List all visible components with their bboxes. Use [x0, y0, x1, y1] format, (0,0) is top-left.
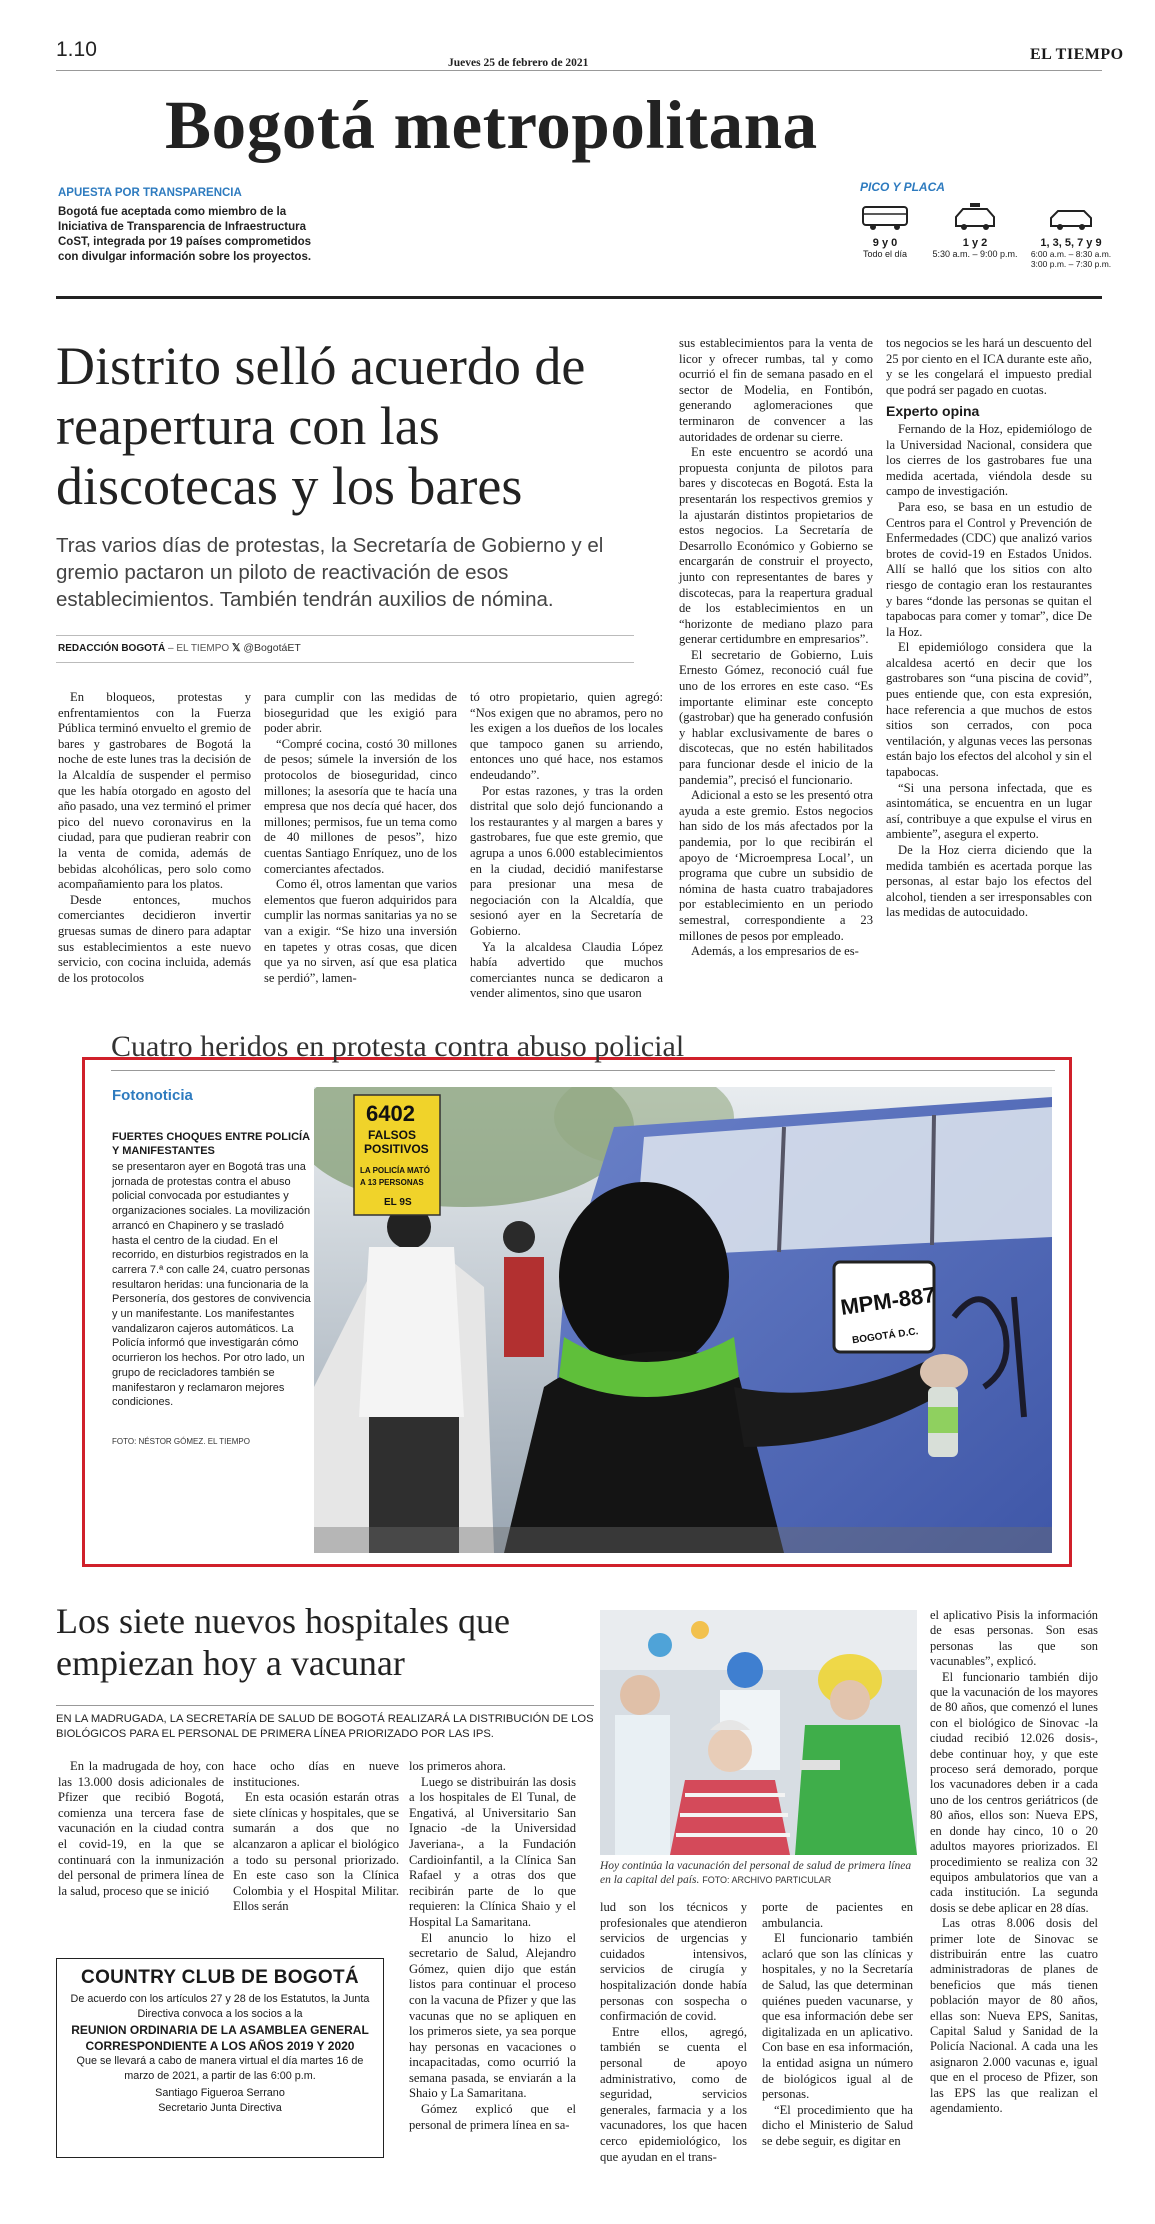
transparency-heading: APUESTA POR TRANSPARENCIA [58, 187, 242, 199]
article2-col5 [762, 1900, 913, 2150]
paragraph: Luego se distribuirán las dosis a los hospitales de El Tunal, de Engativá, al Universitario San Ignacio -de la Universidad Javeriana-, a la Fundación Cardioinfantil, a la Clínica San Rafael y a otras dos que recibirán parte de lo que requieren: la Clínica Shaio y el Hospital La Samaritana. [409, 1774, 576, 1929]
paragraph: Adicional a esto se les presentó otra ayuda a este gremio. Estos negocios han sido de los más afectados por la pandemia, por lo que recibirán el apoyo de ‘Microempresa Local’, un programa que cubre un subsidio de nómina de hasta cuatro trabajadores por establecimiento en un periodo semestral, correspondiente a 23 millones de pesos por empleado. [679, 788, 873, 943]
pico-placa-hours: 5:30 a.m. – 9:00 p.m. [932, 249, 1018, 259]
car-icon [1046, 202, 1096, 232]
notice-bold-line-2: CORRESPONDIENTE A LOS AÑOS 2019 Y 2020 [85, 2039, 355, 2053]
paragraph: Gómez explicó que el personal de primera línea en sa- [409, 2102, 576, 2132]
paragraph: Entre ellos, agregó, también se cuenta el personal de apoyo administrativo, como de seguridad, servicios generales, farmacia y a los vacunadores, los que hacen cerco epidemiológico, los que ayudan en el trans- [600, 2024, 747, 2164]
section-title: Bogotá metropolitana [165, 87, 818, 163]
paragraph: porte de pacientes en ambulancia. [762, 1900, 913, 1930]
sign-line-5: EL 9S [384, 1197, 412, 1208]
caption-credit: FOTO: ARCHIVO PARTICULAR [702, 1875, 832, 1885]
plate-city: BOGOTÁ D.C. [851, 1326, 920, 1347]
paragraph: De la Hoz cierra diciendo que la medida también es acertada porque las personas, al estar bajo los efectos del alcohol, tienden a ser irresponsables con las medidas de autocuidado. [886, 843, 1092, 920]
photo-news-credit: FOTO: NÉSTOR GÓMEZ. EL TIEMPO [112, 1437, 250, 1446]
taxi-icon [950, 202, 1000, 232]
byline-outlet: – EL TIEMPO [168, 643, 230, 654]
issue-date: Jueves 25 de febrero de 2021 [448, 57, 589, 69]
article1-byline [58, 643, 229, 654]
protest-photo [314, 1087, 1052, 1553]
paragraph: El secretario de Gobierno, Luis Ernesto Gómez, reconoció cuál fue uno de los errores en este caso. “Es importante eliminar este concepto (gastrobar) que ha generado confusión y hablar exclusivamente de bares o discotecas, que no estén habilitados para funcionar desde el inicio de la pandemia”, precisó el funcionario. [679, 647, 873, 787]
paragraph: En bloqueos, protestas y enfrentamientos con la Fuerza Pública terminó envuelto el gremio de bares y gastrobares de Bogotá la noche de este lunes tras la decisión de la Alcaldía de suspender el permiso que les había otorgado en agosto del año pasado, una vez terminó el primer pico del nuevo coronavirus en la ciudad, para que pudieran reabrir con la venta de comida, además de bebidas alcohólicas, pero solo como acompañamiento para los platos. [58, 690, 251, 892]
paragraph: “Compré cocina, costó 30 millones de pesos; súmele la inversión de los protocolos de bioseguridad, cinco millones; la asesoría que te hacía una empresa que nos decía qué hacer, dos millones; permisos, fue un tema como de 40 millones de pesos”, hizo cuentas Santiago Enríquez, uno de los comerciantes afectados. [264, 736, 457, 876]
article2-col4 [600, 1900, 747, 2165]
paragraph: hace ocho días en nueve instituciones. [233, 1759, 399, 1789]
vaccination-photo-caption [600, 1859, 917, 1887]
expert-subheading: Experto opina [886, 403, 980, 420]
article2-deck: EN LA MADRUGADA, LA SECRETARÍA DE SALUD DE BOGOTÁ REALIZARÁ LA DISTRIBUCIÓN DE LOS BIOLÓGICOS PARA EL PERSONAL DE PRIMERA LÍNEA PRIORIZADO POR LAS IPS. [56, 1713, 594, 1740]
photo-news-text: se presentaron ayer en Bogotá tras una jornada de protestas contra el abuso policial convocada por estudiantes y organizaciones sociales. La movilización arrancó en Chapinero y se trasladó hasta el centro de la ciudad. En el recorrido, en disturbios registrados en la carrera 7.ª con calle 24, cuatro personas resultaron heridas: una funcionaria de la Personería, dos gestores de convivencia y un manifestante. Los manifestantes vandalizaron cajeros automáticos. La Policía informó que investigarán cómo ocurrieron los hechos. Por otro lado, un grupo de recicladores también se manifestaron y reclamaron mejores condiciones. [112, 1161, 311, 1409]
pico-placa-plates: 1 y 2 [962, 237, 988, 249]
paragraph: tos negocios se les hará un descuento del 25 por ciento en el ICA durante este año, y se les congelará el impuesto predial que podrá ser pagado en cuotas. [886, 336, 1092, 397]
paragraph: El funcionario también dijo que la vacunación de los mayores de 80 años, que comenzó el lunes con el biológico de Sinovac -la ciudad recibió 12.026 dosis-, debe continuar hoy, y que este proceso será demorado, porque los vacunadores deben ir a cada uno de los centros geriátricos (de 80 años, ellos son: Nueva EPS, en donde hay cinco, 10 o 20 adultos mayores priorizados. El procedimiento se realiza con 32 equipos ambulatorios que van a cada institución. La segunda dosis se debe aplicar en 28 días. [930, 1669, 1098, 1915]
notice-intro: De acuerdo con los artículos 27 y 28 de los Estatutos, la Junta Directiva convoca a los socios a la [70, 1993, 370, 2020]
sign-line-1: FALSOS [368, 1128, 417, 1142]
protest-sign [354, 1095, 440, 1215]
sign-line-4: A 13 PERSONAS [360, 1178, 424, 1187]
pico-placa-hours: Todo el día [862, 249, 908, 259]
paragraph: los primeros ahora. [409, 1759, 506, 1773]
article1-headline: Distrito selló acuerdo de reapertura con las discotecas y los bares [56, 336, 586, 516]
notice-title: COUNTRY CLUB DE BOGOTÁ [81, 1967, 359, 1988]
notice-details: Que se llevará a cabo de manera virtual el día martes 16 de marzo de 2021, a partir de las 6:00 p.m. [76, 2055, 364, 2082]
paragraph: Desde entonces, muchos comerciantes decidieron invertir gruesas sumas de dinero para adaptar sus establecimientos a este nuevo servicio, con cocina incluida, además de los protocolos [58, 892, 251, 985]
caption-text: Hoy continúa la vacunación del personal de salud de primera línea en la capital del país. [600, 1860, 912, 1886]
paragraph: tó otro propietario, quien agregó: “Nos exigen que no abramos, pero no les exigen a los dueños de los locales que tampoco ganen su arriendo, entonces uno qué hace, nos estamos endeudando”. [470, 690, 663, 782]
sign-number: 6402 [366, 1101, 415, 1126]
paragraph: Fernando de la Hoz, epidemiólogo de la Universidad Nacional, considera que los cierres de los gastrobares fue una medida acertada, viéndola desde su campo de investigación. [886, 421, 1092, 499]
plate-number: MPM-887 [838, 1281, 937, 1320]
photo-news-title-rule [111, 1070, 1055, 1071]
paragraph: sus establecimientos para la venta de licor y ofrecer rumbas, tal y como ocurrió el fin de semana pasado en el sector de Modelia, en Fontibón, generando aglomeraciones que terminaron de convencer a las autoridades de ordenar su cierre. [679, 336, 873, 444]
sign-line-3: LA POLICÍA MATÓ [360, 1166, 430, 1175]
article1-col2 [264, 690, 457, 986]
paragraph: Por estas razones, y tras la orden distrital que solo dejó funcionando a los restaurantes y al margen a bares y gastrobares, fue que este gremio, que agrupa a unos 6.000 establecimientos en la ciudad, decidió manifestarse para presionar una mesa de negociación con la Alcaldía, que sesionó ayer en la Secretaría de Gobierno. [470, 783, 663, 938]
protest-photo-illustration [314, 1087, 1052, 1553]
notice-role: Secretario Junta Directiva [158, 2102, 282, 2114]
paragraph: En la madrugada de hoy, con las 13.000 dosis adicionales de Pfizer que recibió Bogotá, comienza una tercera fase de vacunación en la ciudad contra el covid-19, en la que se continuará con la inmunización del personal de primera línea de la salud, proceso que se inició [58, 1759, 224, 1898]
article2-col1 [58, 1759, 224, 1899]
paragraph: Además, a los empresarios de es- [691, 944, 859, 959]
vaccination-photo-illustration [600, 1610, 917, 1855]
paragraph: “Si una persona infectada, que es asintomática, se encuentra en un lugar así, contribuye a que expulse el virus en ambiente”, asegura el experto. [886, 780, 1092, 842]
pico-placa-item-bus [855, 202, 915, 259]
page-number: 1.10 [56, 38, 97, 61]
paragraph: para cumplir con las medidas de bioseguridad que les exigió para poder abrir. [264, 690, 457, 736]
club-notice [56, 1958, 384, 2158]
photo-news-lead: FUERTES CHOQUES ENTRE POLICÍA Y MANIFESTANTES [112, 1131, 310, 1157]
transparency-text: Bogotá fue aceptada como miembro de la Iniciativa de Transparencia de Infraestructura CoST, integrada por 19 países comprometidos con divulgar información sobre los proyectos. [58, 206, 312, 263]
pico-placa-title: PICO Y PLACA [860, 180, 945, 194]
sign-line-2: POSITIVOS [364, 1142, 429, 1156]
paragraph: “El procedimiento que ha dicho el Ministerio de Salud se debe seguir, es digitar en [762, 2102, 913, 2148]
article1-col3 [470, 690, 663, 1002]
article2-col3 [409, 1759, 576, 2133]
paragraph: El funcionario también aclaró que son las clínicas y hospitales, y no la Secretaría de Salud, las que determinan quiénes pueden vacunarse, y que esa información debe ser digitalizada en un aplicativo. Con base en esa información, la entidad asigna un número de biológicos igual al de personas. [762, 1931, 913, 2102]
notice-signer: Santiago Figueroa Serrano [155, 2087, 285, 2099]
paragraph: el aplicativo Pisis la información de esas personas. Son esas personas las que son vacunables”, explicó. [930, 1608, 1098, 1669]
paragraph: Como él, otros lamentan que varios elementos que fueron adquiridos para cumplir las normas sanitarias ya no se van a exigir. “Se hizo una inversión en tapetes y otras cosas, que dicen que ya no sirven, así que esa platica se perdió”, lamen- [264, 877, 457, 985]
article1-col4 [679, 336, 873, 960]
paragraph: lud son los técnicos y profesionales que atendieron servicios de urgencias y cuidados intensivos, servicios de cirugía y hospitalización donde había personas con sospecha o confirmación de covid. [600, 1900, 747, 2024]
photo-news-title: Cuatro heridos en protesta contra abuso policial [111, 1030, 685, 1063]
paragraph: El epidemiólogo considera que la alcaldesa acertó en decir que los gastrobares son “una piscina de covid”, pues entiende que, con esta expresión, hace referencia a que muchos de estos sitios son cerrados, con poca ventilación, y algunas veces las personas están bajo los efectos del alcohol y sin el tapabocas. [886, 640, 1092, 780]
photo-news-label: Fotonoticia [112, 1087, 193, 1104]
paragraph: En este encuentro se acordó una propuesta conjunta de pilotos para bares y discotecas en Bogotá. Esta la presentarán los respectivos gremios y la ajustarán distintos propietarios de estos negocios. La Secretaría de Desarrollo Económico y Gobierno se encargarán de construir el proyecto, junto con representantes de bares y discotecas, para la reapertura gradual de los establecimientos en un “horizonte de mediano plazo para generar certidumbre en empresarios”. [679, 445, 873, 647]
article1-deck: Tras varios días de protestas, la Secretaría de Gobierno y el gremio pactaron un piloto de reactivación de esos establecimientos. También tendrán auxilios de nómina. [56, 534, 604, 611]
pico-placa-hours: 6:00 a.m. – 8:30 a.m. 3:00 p.m. – 7:30 p.m. [1030, 249, 1112, 269]
header-bottom-rule [56, 296, 1102, 299]
article2-col6 [930, 1608, 1098, 2116]
article1-twitter[interactable] [232, 642, 301, 654]
article1-col1 [58, 690, 251, 986]
header-rule [56, 70, 1102, 71]
paragraph: En esta ocasión estarán otras siete clínicas y hospitales, que se sumarán a dos que no alcanzaron a aplicar el biológico a todo su personal priorizado. En este caso son la Clínica Colombia y el Hospital Militar. Ellos serán [233, 1790, 399, 1914]
bus-icon [860, 202, 910, 232]
article2-col2 [233, 1759, 399, 1915]
article2-headline: Los siete nuevos hospitales que empiezan hoy a vacunar [56, 1601, 510, 1683]
pico-placa-item-taxi [920, 202, 1030, 259]
paragraph: Las otras 8.006 dosis del primer lote de Sinovac se distribuirán entre las cuatro administradoras de planes de beneficios que más tienen población mayor de 80 años, ellas son: Nueva EPS, Sanitas, Capital Salud y Sanidad de la Policía Nacional. A cada una les asignaron 2.000 vacunas e, igual que en el proceso de Pfizer, son las EPS las que realizan el agendamiento. [930, 1916, 1098, 2115]
paragraph: Para eso, se basa en un estudio de Centros para el Control y Prevención de Enfermedades (CDC) que analizó varios brotes de covid-19 en Estados Unidos. Allí se halló que los sitios con alto riesgo de contagio eran los restaurantes y bares “donde las personas se quitan el tapabocas para comer y tomar”, dice De la Hoz. [886, 499, 1092, 639]
date-line [448, 57, 588, 69]
paragraph: El anuncio lo hizo el secretario de Salud, Alejandro Gómez, quien dijo que están listos para continuar el proceso con la vacuna de Pfizer y que las vacunas que no se apliquen en los primeros siete, ya sea porque hay personas en vacaciones o incapacitadas, como ocurrió la semana pasada, se enviarán a la Shaio y La Samaritana. [409, 1930, 576, 2101]
article2-deck-rule [56, 1705, 594, 1706]
paragraph: Ya la alcaldesa Claudia López había advertido que muchos comerciantes nunca se dedicaron a vender alimentos, sino que usaron [470, 939, 663, 1001]
byline-name: REDACCIÓN BOGOTÁ [58, 643, 166, 654]
article1-col5 [886, 336, 1092, 921]
twitter-handle: @BogotáET [243, 642, 301, 654]
twitter-icon: 𝕏 [232, 642, 241, 654]
pico-placa-item-car [1030, 202, 1112, 269]
pico-placa-plates: 1, 3, 5, 7 y 9 [1040, 237, 1102, 249]
pico-placa-plates: 9 y 0 [872, 237, 898, 249]
notice-bold-line-1: REUNION ORDINARIA DE LA ASAMBLEA GENERAL [71, 2023, 369, 2037]
brand-logo: EL TIEMPO [1030, 46, 1124, 63]
vaccination-photo [600, 1610, 917, 1855]
